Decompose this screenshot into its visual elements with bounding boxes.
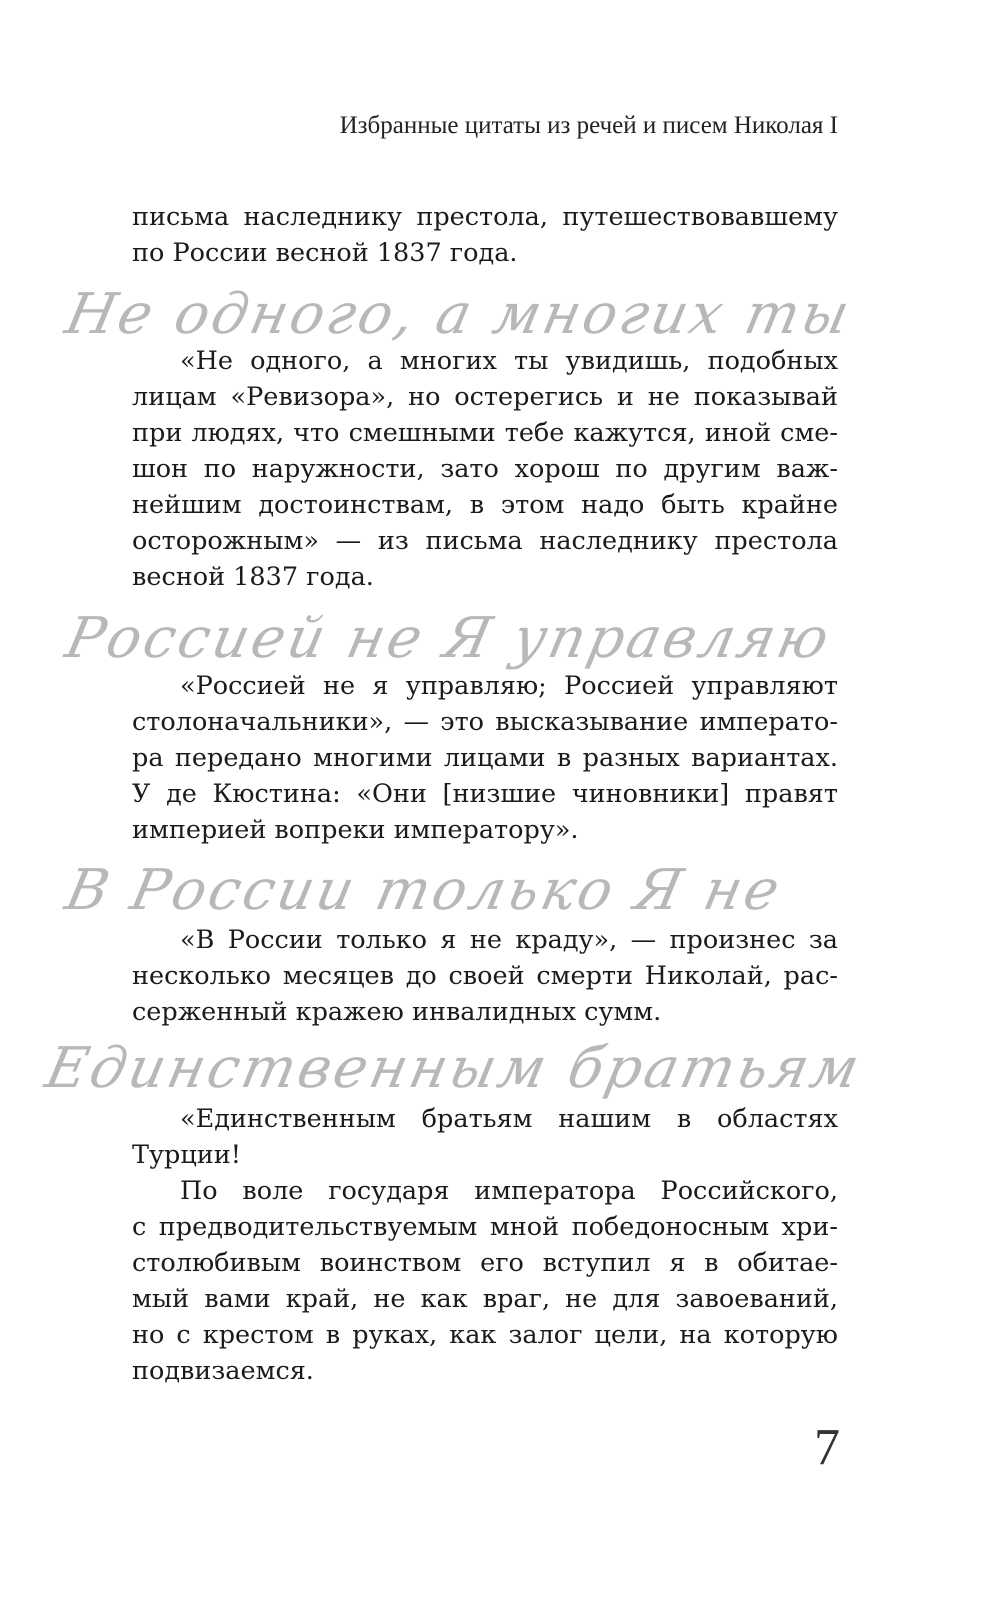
text-line: По воле государя императора Российского, — [180, 1176, 838, 1206]
text-line: лицам «Ревизора», но остерегись и не показывай — [132, 382, 838, 412]
text-line: осторожным» — из письма наследнику престола — [132, 526, 838, 556]
text-line: империей вопреки императору». — [132, 815, 579, 845]
text-line: У де Кюстина: «Они [низшие чиновники] правят — [132, 779, 838, 809]
text-line: нейшим достоинствам, в этом надо быть крайне — [132, 490, 838, 520]
quote-paragraph — [132, 343, 838, 595]
decorative-script-heading: В России только Я не — [60, 858, 788, 923]
text-line: «Россией не я управляю; Россией управляют — [180, 671, 838, 701]
text-line: с предводительствуемым мной победоносным хри- — [132, 1212, 838, 1242]
running-head: Избранные цитаты из речей и писем Николая I — [339, 112, 838, 139]
text-line: но с крестом в руках, как залог цели, на которую — [132, 1320, 838, 1350]
decorative-script-heading: Единственным братьям — [40, 1036, 868, 1101]
page-number: 7 — [814, 1419, 840, 1476]
text-line: подвизаемся. — [132, 1356, 314, 1386]
text-line: «Не одного, а многих ты увидишь, подобных — [180, 346, 838, 376]
text-line: столоначальники», — это высказывание императо- — [132, 707, 838, 737]
text-line: «В России только я не краду», — произнес за — [180, 925, 838, 955]
text-line: ра передано многими лицами в разных вариантах. — [132, 743, 838, 773]
quote-paragraph — [132, 922, 838, 1030]
text-line: серженный кражею инвалидных сумм. — [132, 997, 662, 1027]
text-line: столюбивым воинством его вступил я в обитае- — [132, 1248, 838, 1278]
text-line: Турции! — [132, 1140, 241, 1170]
paragraph-continuation — [132, 199, 838, 271]
text-line: несколько месяцев до своей смерти Николай, рас- — [132, 961, 838, 991]
quote-paragraph — [132, 1101, 838, 1389]
text-line: весной 1837 года. — [132, 562, 374, 592]
decorative-script-heading: Не одного, а многих ты — [60, 282, 858, 347]
text-line: при людях, что смешными тебе кажутся, иной сме- — [132, 418, 838, 448]
text-line: письма наследнику престола, путешествовавшему — [132, 202, 838, 232]
text-line: «Единственным братьям нашим в областях — [180, 1104, 838, 1134]
quote-paragraph — [132, 668, 838, 848]
text-line: мый вами край, не как враг, не для завоеваний, — [132, 1284, 838, 1314]
text-line: по России весной 1837 года. — [132, 238, 518, 268]
decorative-script-heading: Россией не Я управляю — [60, 606, 838, 671]
text-line: шон по наружности, зато хорош по другим важ- — [132, 454, 838, 484]
